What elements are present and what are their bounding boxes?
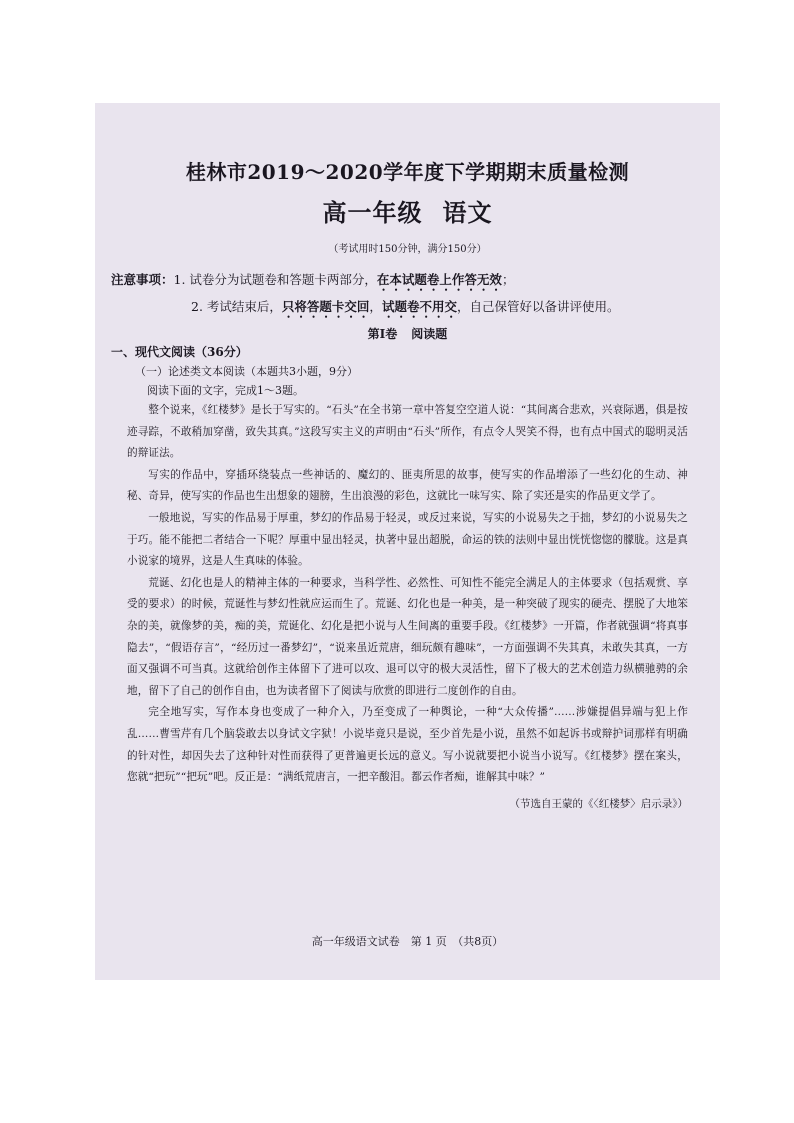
subject-label: 语文: [442, 198, 493, 227]
note-1-end: ；: [501, 272, 515, 287]
reading-instruction: 阅读下面的文字，完成1～3题。: [147, 384, 304, 397]
part-name: 阅读题: [411, 327, 448, 341]
note-2-emphasis-1: 只将答题卡交回: [281, 299, 370, 314]
part-label: 第Ⅰ卷: [367, 327, 398, 341]
notes-block: [111, 267, 688, 321]
exam-title: 桂林市2019～2020学年度下学期期末质量检测: [185, 160, 630, 184]
notes-label: 注意事项：: [111, 272, 174, 287]
passage-paragraph-3: 一般地说，写实的作品易于厚重，梦幻的作品易于轻灵，或反过来说，写实的小说易失之于拙，梦幻的小说易失之于巧。能不能把二者结合一下呢？厚重中显出轻灵，执著中显出超脱，命运的铁的法则中显出恍恍惚惚的朦胧。这是真小说家的境界，这是人生真味的体验。: [127, 511, 688, 568]
page-footer: 高一年级语文试卷 第 1 页 （共8页）: [311, 935, 504, 948]
exam-sheet: [95, 103, 720, 980]
note-1-text: 1. 试卷分为试题卷和答题卡两部分，: [173, 272, 377, 287]
section-heading: 一、现代文阅读（36分）: [111, 345, 248, 359]
passage-paragraph-5: 完全地写实，写作本身也变成了一种介入，乃至变成了一种舆论，一种“大众传播”……涉嫌提倡异端与犯上作乱……曹雪芹有几个脑袋敢去以身试文字狱！小说毕竟只是说，至少首先是小说，虽然不如起诉书或辩护词那样有明确的针对性，却因失去了这种针对性而获得了更普遍更长远的意义。写小说就要把小说当小说写。《红楼梦》摆在案头，您就“把玩”“把玩”吧。反正是：“满纸荒唐言，一把辛酸泪。都云作者痴，谁解其中味？”: [127, 706, 688, 784]
note-2-mid: ，: [369, 299, 382, 314]
note-2-text: 2. 考试结束后，: [191, 299, 282, 314]
passage-paragraph-1: 整个说来，《红楼梦》是长于写实的。“石头”在全书第一章中答复空空道人说：“其间离合悲欢，兴衰际遇，俱是按迹寻踪，不敢稍加穿凿，致失其真。”这段写实主义的声明由“石头”所作，有点令人哭笑不得，也有点中国式的聪明灵活的辩证法。: [127, 404, 688, 460]
passage-source: （节选自王蒙的《〈红楼梦〉启示录》）: [509, 797, 688, 810]
part-heading: [127, 325, 688, 343]
grade-label: 高一年级: [322, 198, 423, 227]
subsection-heading: （一）论述类文本阅读（本题共3小题，9分）: [135, 365, 358, 378]
note-1-emphasis: 在本试题卷上作答无效: [376, 272, 502, 287]
exam-subtitle: [127, 197, 688, 229]
note-2: [127, 294, 688, 321]
note-2-end: ，自己保管好以备讲评使用。: [456, 299, 620, 314]
note-2-emphasis-2: 试题卷不用交: [381, 299, 457, 314]
passage-paragraph-4: 荒诞、幻化也是人的精神主体的一种要求，当科学性、必然性、可知性不能完全满足人的主体要求（包括观赏、享受的要求）的时候，荒诞性与梦幻性就应运而生了。荒诞、幻化也是一种美，是一种突破了现实的硬壳、摆脱了大地笨杂的美，就像梦的美，痴的美，荒诞化、幻化是把小说与人生间离的重要手段。《红楼梦》一开篇，作者就强调“将真事隐去”，“假语存言”，“经历过一番梦幻”，“说来虽近荒唐，细玩颇有趣味”，一方面强调不失其真，未敢失其真，一方面又强调不可当真。这就给创作主体留下了进可以攻、退可以守的极大灵活性，留下了极大的艺术创造力纵横驰骋的余地，留下了自己的创作自由，也为读者留下了阅读与欣赏的即进行二度创作的自由。: [127, 576, 688, 697]
time-info: （考试用时150分钟，满分150分）: [328, 244, 487, 255]
passage-paragraph-2: 写实的作品中，穿插环绕装点一些神话的、魔幻的、匪夷所思的故事，使写实的作品增添了一些幻化的生动、神秘、奇异，使写实的作品也生出想象的翅膀，生出浪漫的彩色，这就比一味写实、除了实还是实的作品更文学了。: [127, 468, 688, 503]
note-1: [111, 267, 688, 294]
